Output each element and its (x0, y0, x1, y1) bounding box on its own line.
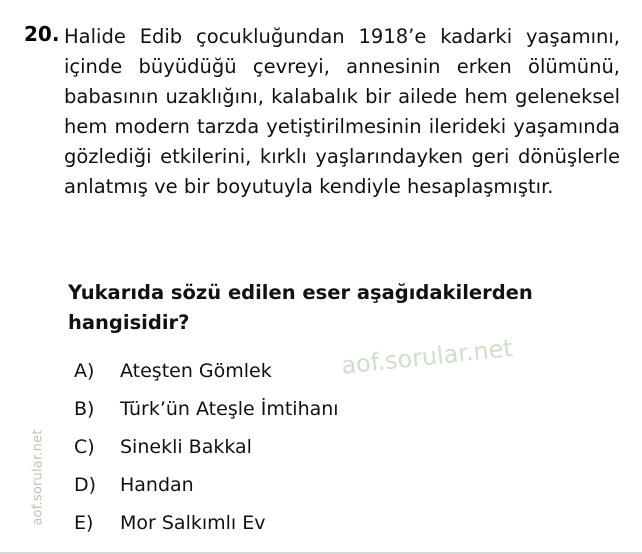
option-e-text: Mor Salkımlı Ev (120, 512, 266, 534)
option-e[interactable] (74, 512, 614, 550)
center-watermark: aof.sorular.net (340, 334, 515, 380)
question-stem: Halide Edib çocukluğundan 1918’e kadarki yaşamını, içinde büyüdüğü çevreyi, annesinin erken ölümünü, babasının uzaklığını, kalabalık bir ailede hem geleneksel hem modern tarzda yetiştirilmesinin ilerideki yaşamında gözlediği etkilerini, kırklı yaşlarındayken geri dönüşlerle anlatmış ve bir boyutuyla kendiyle hesaplaşmıştır. (64, 25, 620, 198)
option-a-label: A) (74, 360, 95, 382)
option-b-label: B) (74, 398, 95, 420)
option-c-label: C) (74, 436, 95, 458)
option-c-text: Sinekli Bakkal (120, 436, 252, 458)
answer-options (74, 360, 614, 550)
question-prompt-line-2: hangisidir? (68, 311, 190, 334)
option-d[interactable] (74, 474, 614, 512)
option-a-text: Ateşten Gömlek (120, 360, 272, 382)
question-number: 20. (24, 22, 60, 46)
question-prompt-line-1: Yukarıda sözü edilen eser aşağıdakilerden (68, 281, 533, 304)
option-e-label: E) (74, 512, 94, 534)
option-b[interactable] (74, 398, 614, 436)
side-watermark: aof.sorular.net (30, 429, 46, 526)
option-d-text: Handan (120, 474, 194, 496)
question-prompt (68, 278, 620, 338)
option-d-label: D) (74, 474, 97, 496)
option-a[interactable] (74, 360, 614, 398)
option-c[interactable] (74, 436, 614, 474)
option-b-text: Türk’ün Ateşle İmtihanı (120, 398, 339, 420)
